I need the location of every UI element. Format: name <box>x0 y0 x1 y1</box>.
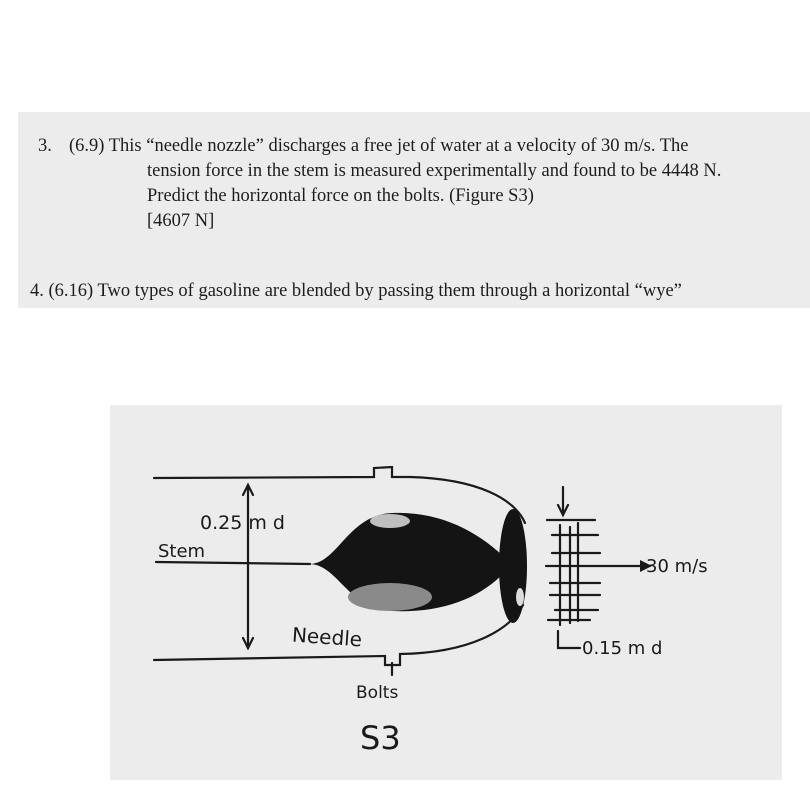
jet-streamlines <box>547 520 600 620</box>
problem-3-number: 3. <box>38 136 52 156</box>
nozzle-outlet <box>499 509 527 623</box>
problem-3-answer: [4607 N] <box>147 211 215 231</box>
figure-caption: S3 <box>360 719 401 757</box>
problem-4 <box>30 279 810 304</box>
problem-3 <box>38 134 798 234</box>
problem-3-line-2: tension force in the stem is measured experimentally and found to be 4448 N. <box>147 161 722 181</box>
bolts-label: Bolts <box>356 683 399 703</box>
needle-label: Needle <box>291 622 363 652</box>
diameter-label: 0.25 m d <box>200 512 285 534</box>
figure-s3 <box>110 405 782 780</box>
stem-label: Stem <box>158 541 206 562</box>
velocity-label: 30 m/s <box>646 556 708 577</box>
problem-4-text: 4. (6.16) Two types of gasoline are blended by passing them through a horizontal “wye” <box>30 281 682 301</box>
jet-diameter-label: 0.15 m d <box>582 638 663 659</box>
problem-3-line-3: Predict the horizontal force on the bolts. (Figure S3) <box>147 186 534 206</box>
problem-3-line-1: (6.9) This “needle nozzle” discharges a free jet of water at a velocity of 30 m/s. The <box>69 136 689 156</box>
needle-nozzle-diagram <box>110 405 782 780</box>
stem-line <box>156 562 310 564</box>
